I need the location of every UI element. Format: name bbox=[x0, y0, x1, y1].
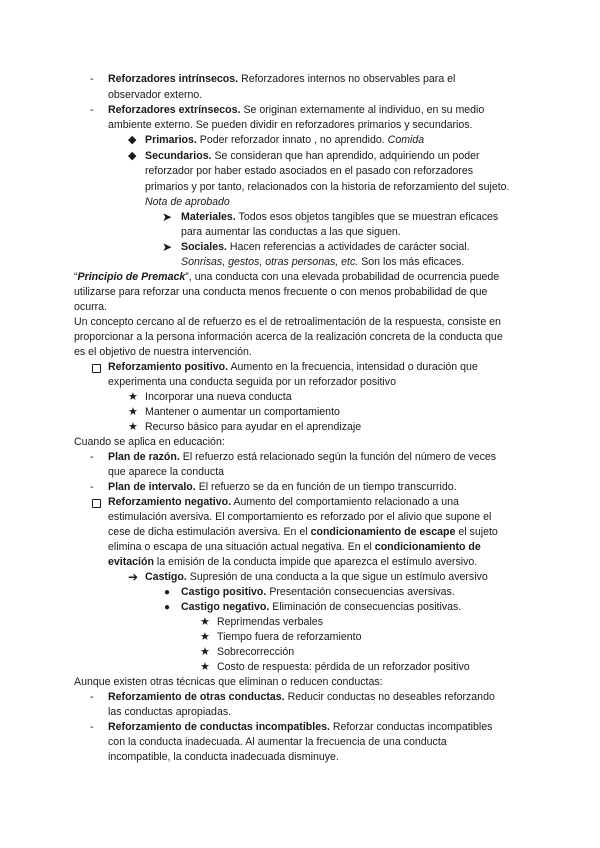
star-bullet-icon: ★ bbox=[200, 631, 210, 643]
castigo-positivo-line: Castigo positivo. Presentación consecuencias aversivas. bbox=[181, 586, 455, 598]
premack-title: Principio de Premack bbox=[77, 271, 186, 283]
star-bullet-icon: ★ bbox=[200, 661, 210, 673]
dot-bullet-icon: ● bbox=[164, 602, 171, 613]
otras-line-1: Reforzamiento de otras conductas. Reducir conductas no deseables reforzando bbox=[108, 691, 495, 703]
dot-bullet-icon: ● bbox=[164, 587, 171, 598]
arrowhead-bullet-icon: ➤ bbox=[162, 210, 173, 224]
concepto-line-1: Un concepto cercano al de refuerzo es el de retroalimentación de la respuesta, consiste en bbox=[74, 316, 501, 328]
negativo-line-1: Reforzamiento negativo. Aumento del comportamiento relacionado a una bbox=[108, 496, 459, 508]
incompatibles-line-2: con la conducta inadecuada. Al aumentar la frecuencia de una conducta bbox=[108, 736, 447, 748]
castigo-positivo-title: Castigo positivo. bbox=[181, 586, 267, 598]
incompatibles-line-3: incompatible, la conducta inadecuada disminuye. bbox=[108, 751, 339, 763]
razon-title: Plan de razón. bbox=[108, 451, 180, 463]
otras-line-2: las conductas apropiadas. bbox=[108, 706, 232, 718]
diamond-bullet-icon: ◆ bbox=[128, 134, 137, 146]
materiales-title: Materiales. bbox=[181, 211, 236, 223]
secundarios-title: Secundarios. bbox=[145, 150, 212, 162]
intervalo-line: Plan de intervalo. El refuerzo se da en función de un tiempo transcurrido. bbox=[108, 481, 457, 493]
incompatibles-title: Reforzamiento de conductas incompatibles. bbox=[108, 721, 330, 733]
castigo-negativo-title: Castigo negativo. bbox=[181, 601, 270, 613]
checkbox-bullet-icon bbox=[92, 498, 101, 514]
sociales-line-2: Sonrisas, gestos, otras personas, etc. Son los más eficaces. bbox=[181, 256, 465, 268]
secundarios-line-1: Secundarios. Se consideran que han aprendido, adquiriendo un poder bbox=[145, 150, 480, 162]
arrowhead-bullet-icon: ➤ bbox=[162, 240, 173, 254]
positivo-bullet-2: Mantener o aumentar un comportamiento bbox=[145, 406, 340, 418]
razon-line-2: que aparece la conducta bbox=[108, 466, 225, 478]
evitacion-term-a: condicionamiento de bbox=[374, 541, 481, 553]
intrinsecos-title: Reforzadores intrínsecos. bbox=[108, 73, 239, 85]
intrinsecos-line-1: Reforzadores intrínsecos. Reforzadores internos no observables para el bbox=[108, 73, 456, 85]
negativo-line-2: estimulación aversiva. El comportamiento es reforzado por el alivio que supone el bbox=[108, 511, 492, 523]
diamond-bullet-icon: ◆ bbox=[128, 150, 137, 162]
negativo-line-4: elimina o escapa de una situación actual negativa. En el condicionamiento de bbox=[108, 541, 481, 553]
extrinsecos-line-1: Reforzadores extrínsecos. Se originan externamente al individuo, en su medio bbox=[108, 104, 485, 116]
dash-marker: - bbox=[90, 691, 94, 703]
secundarios-line-3: primarios y por tanto, relacionados con la historia de reforzamiento del sujeto. bbox=[145, 181, 510, 193]
educacion-line: Cuando se aplica en educación: bbox=[74, 436, 225, 448]
tecnicas-line: Aunque existen otras técnicas que eliminan o reducen conductas: bbox=[74, 676, 383, 688]
premack-line-3: ocurra. bbox=[74, 301, 107, 313]
concepto-line-2: proporcionar a la persona información acerca de la realización concreta de la conducta que bbox=[74, 331, 503, 343]
dash-marker: - bbox=[90, 721, 94, 733]
positivo-bullet-3: Recurso básico para ayudar en el aprendizaje bbox=[145, 421, 362, 433]
extrinsecos-line-2: ambiente externo. Se pueden dividir en reforzadores primarios y secundarios. bbox=[108, 119, 473, 131]
primarios-title: Primarios. bbox=[145, 134, 197, 146]
checkbox-bullet-icon bbox=[92, 363, 101, 379]
castigo-bullet-3: Sobrecorrección bbox=[217, 646, 295, 658]
secundarios-note: Nota de aprobado bbox=[145, 196, 230, 208]
secundarios-line-2: reforzador por haber estado asociados en el pasado con reforzadores bbox=[145, 165, 474, 177]
star-bullet-icon: ★ bbox=[128, 421, 138, 433]
positivo-bullet-1: Incorporar una nueva conducta bbox=[145, 391, 292, 403]
castigo-bullet-1: Reprimendas verbales bbox=[217, 616, 323, 628]
materiales-line-2: para aumentar las conductas a las que siguen. bbox=[181, 226, 401, 238]
intervalo-title: Plan de intervalo. bbox=[108, 481, 196, 493]
castigo-title: Castigo. bbox=[145, 571, 187, 583]
positivo-title: Reforzamiento positivo. bbox=[108, 361, 229, 373]
intrinsecos-line-2: observador externo. bbox=[108, 89, 203, 101]
castigo-negativo-line: Castigo negativo. Eliminación de consecuencias positivas. bbox=[181, 601, 462, 613]
dash-marker: - bbox=[90, 481, 94, 493]
dash-marker: - bbox=[90, 104, 94, 116]
concepto-line-3: es el objetivo de nuestra intervención. bbox=[74, 346, 252, 358]
negativo-line-5: evitación la emisión de la conducta impide que aparezca el estímulo aversivo. bbox=[108, 556, 478, 568]
materiales-line-1: Materiales. Todos esos objetos tangibles que se muestran eficaces bbox=[181, 211, 499, 223]
positivo-line-2: experimenta una conducta seguida por un reforzador positivo bbox=[108, 376, 396, 388]
star-bullet-icon: ★ bbox=[200, 646, 210, 658]
escape-term: condicionamiento de escape bbox=[310, 526, 456, 538]
dash-marker: - bbox=[90, 451, 94, 463]
negativo-line-3: cese de dicha estimulación aversiva. En el condicionamiento de escape el sujeto bbox=[108, 526, 498, 538]
castigo-line: Castigo. Supresión de una conducta a la que sigue un estímulo aversivo bbox=[145, 571, 488, 583]
star-bullet-icon: ★ bbox=[128, 406, 138, 418]
arrow-bullet-icon: ➔ bbox=[128, 570, 139, 584]
evitacion-term-b: evitación bbox=[108, 556, 154, 568]
premack-line-2: utilizarse para reforzar una conducta menos frecuente o con menos probabilidad de que bbox=[74, 286, 488, 298]
castigo-bullet-2: Tiempo fuera de reforzamiento bbox=[217, 631, 362, 643]
star-bullet-icon: ★ bbox=[200, 616, 210, 628]
primarios-line: Primarios. Poder reforzador innato , no aprendido. Comida bbox=[145, 134, 425, 146]
extrinsecos-title: Reforzadores extrínsecos. bbox=[108, 104, 241, 116]
star-bullet-icon: ★ bbox=[128, 391, 138, 403]
incompatibles-line-1: Reforzamiento de conductas incompatibles. Reforzar conductas incompatibles bbox=[108, 721, 493, 733]
sociales-line-1: Sociales. Hacen referencias a actividades de carácter social. bbox=[181, 241, 470, 253]
positivo-line-1: Reforzamiento positivo. Aumento en la frecuencia, intensidad o duración que bbox=[108, 361, 478, 373]
castigo-bullet-4: Costo de respuesta: pérdida de un reforzador positivo bbox=[217, 661, 470, 673]
dash-marker: - bbox=[90, 73, 94, 85]
negativo-title: Reforzamiento negativo. bbox=[108, 496, 232, 508]
primarios-note: Comida bbox=[387, 134, 425, 146]
razon-line-1: Plan de razón. El refuerzo está relacionado según la función del número de veces bbox=[108, 451, 497, 463]
sociales-title: Sociales. bbox=[181, 241, 227, 253]
premack-line-1: “Principio de Premack”, una conducta con una elevada probabilidad de ocurrencia puede bbox=[74, 271, 500, 283]
otras-title: Reforzamiento de otras conductas. bbox=[108, 691, 285, 703]
sociales-examples: Sonrisas, gestos, otras personas, etc. bbox=[181, 256, 359, 268]
